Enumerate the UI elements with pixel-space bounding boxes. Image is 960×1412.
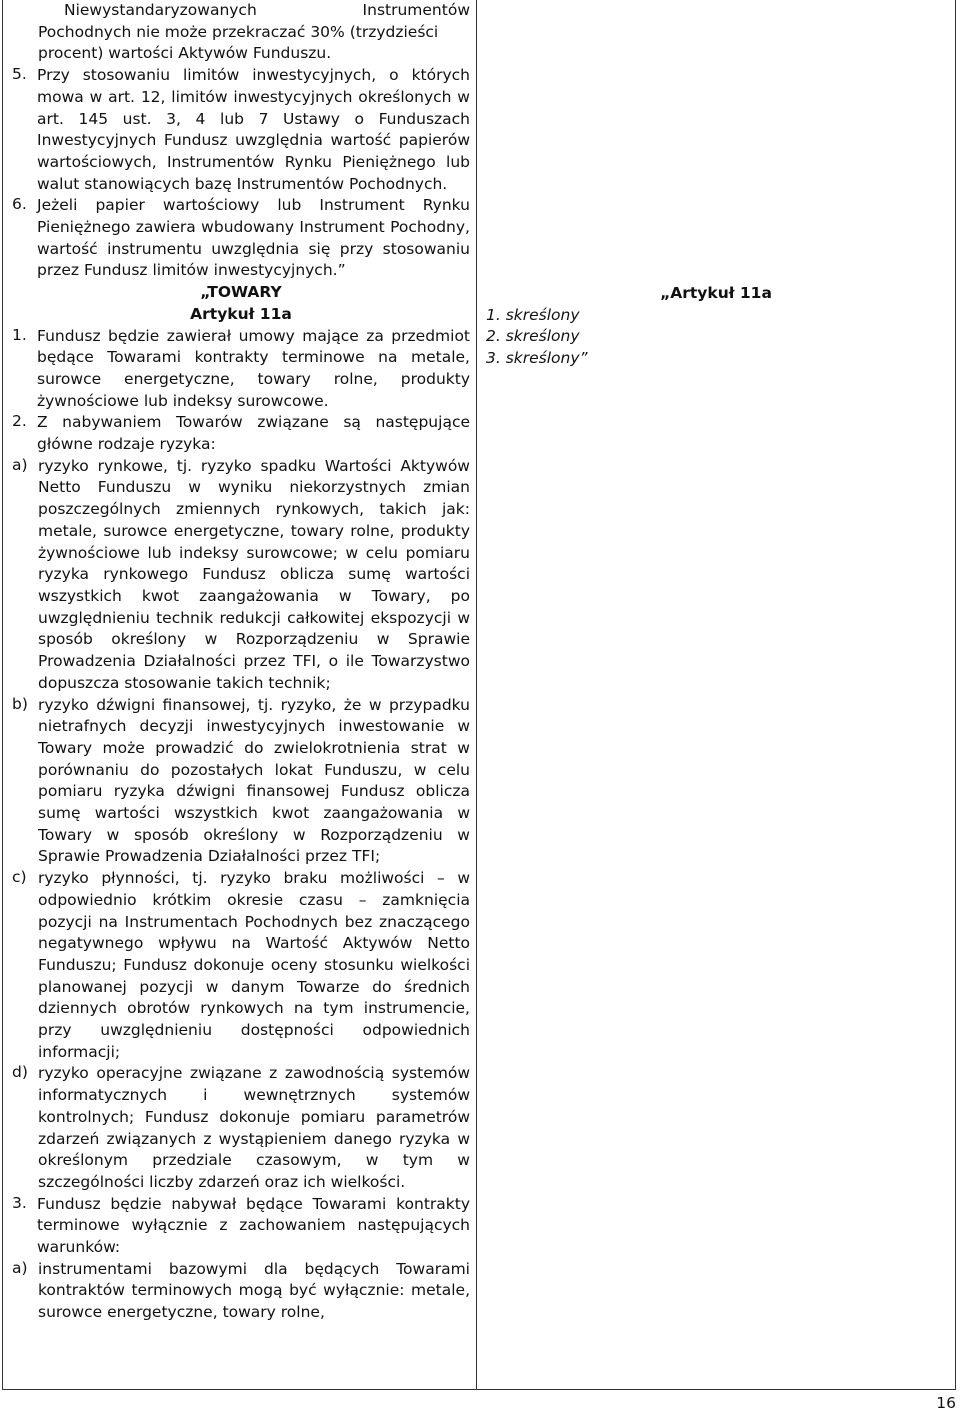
intro-paragraph xyxy=(12,0,470,65)
article-title: Artykuł 11a xyxy=(190,304,292,323)
risk-text: ryzyko dźwigni finansowej, tj. ryzyko, że w przypadku nietrafnych decyzji inwestycyjnych inwestowanie w Towary może prowadzić do zwielokrotnienia strat w porównaniu do pozostałych lokat Funduszu, w celu pomiaru ryzyka dźwigni finansowej Fundusz oblicza sumę wartości wszystkich kwot zaangażowania w Towary w sposób określony w Rozporządzeniu w Sprawie Prowadzenia Działalności przez TFI; xyxy=(38,695,470,866)
item-number: 3. xyxy=(12,1193,27,1212)
paragraph-3 xyxy=(12,1194,470,1259)
risk-letter: b) xyxy=(12,694,28,713)
paragraph-1 xyxy=(12,326,470,413)
right-column xyxy=(486,0,946,370)
item-number: 1. xyxy=(12,325,27,344)
right-article-title: „Artykuł 11a xyxy=(660,284,772,302)
risk-letter: d) xyxy=(12,1063,28,1082)
list-item-6 xyxy=(12,195,470,282)
item-number: 2. xyxy=(12,412,27,431)
risk-d xyxy=(12,1063,470,1193)
item-number: 5. xyxy=(12,65,27,84)
risk-b xyxy=(12,695,470,869)
right-spacer xyxy=(486,0,946,283)
risk-c xyxy=(12,868,470,1063)
right-list-item: 1. skreślony xyxy=(486,305,580,324)
list-item-5 xyxy=(12,65,470,195)
section-heading: „TOWARY xyxy=(200,283,282,302)
item-text: Przy stosowaniu limitów inwestycyjnych, o których mowa w art. 12, limitów inwestycyjnych określonych w art. 145 ust. 3, 4 lub 7 Ustawy o Funduszach Inwestycyjnych Fundusz uwzględnia wartość papierów wartościowych, Instrumentów Rynku Pieniężnego lub walut stanowiących bazę Instrumentów Pochodnych. xyxy=(37,66,470,193)
item-text: Fundusz będzie zawierał umowy mające za przedmiot będące Towarami kontrakty terminowe na metale, surowce energetyczne, towary rolne, produkty żywnościowe lub indeksy surowcowe. xyxy=(37,326,470,410)
left-column xyxy=(12,0,470,1324)
risk-a xyxy=(12,456,470,695)
column-divider xyxy=(476,0,477,1390)
intro-line: Pochodnych nie może przekraczać 30% (trzydzieści xyxy=(38,22,439,41)
item-text: Z nabywaniem Towarów związane są następujące główne rodzaje ryzyka: xyxy=(37,413,470,454)
paragraph-2 xyxy=(12,412,470,455)
condition-a xyxy=(12,1259,470,1324)
item-text: Jeżeli papier wartościowy lub Instrument Rynku Pieniężnego zawiera wbudowany Instrument Pochodny, wartość instrumentu uwzględnia się przy stosowaniu przez Fundusz limitów inwestycyjnych.” xyxy=(37,196,470,280)
item-number: 6. xyxy=(12,195,27,214)
intro-line: procent) wartości Aktywów Funduszu. xyxy=(38,44,332,63)
condition-letter: a) xyxy=(12,1258,28,1277)
intro-line: Niewystandaryzowanych Instrumentów xyxy=(64,1,470,19)
risk-text: ryzyko operacyjne związane z zawodnością systemów informatycznych i wewnętrznych systemów kontrolnych; Fundusz dokonuje pomiaru parametrów zdarzeń związanych z wystąpieniem danego ryzyka w określonym przedziale czasowym, w tym w szczególności liczby zdarzeń oraz ich wielkości. xyxy=(38,1064,470,1191)
condition-text: instrumentami bazowymi dla będących Towarami kontraktów terminowych mogą być wyłącznie: metale, surowce energetyczne, towary rolne, xyxy=(38,1259,470,1322)
item-text: Fundusz będzie nabywał będące Towarami kontrakty terminowe wyłącznie z zachowaniem następujących warunków: xyxy=(37,1194,470,1257)
page-number: 16 xyxy=(936,1394,956,1412)
risk-letter: a) xyxy=(12,455,28,474)
risk-text: ryzyko rynkowe, tj. ryzyko spadku Wartości Aktywów Netto Funduszu w wyniku niekorzystnych zmian poszczególnych zmiennych rynkowych, takich jak: metale, surowce energetyczne, towary rolne, produkty żywnościowe lub indeksy surowcowe; w celu pomiaru ryzyka rynkowego Fundusz oblicza sumę wartości wszystkich kwot zaangażowania w Towary, po uwzględnieniu technik redukcji całkowitej ekspozycji w sposób określony w Rozporządzeniu w Sprawie Prowadzenia Działalności przez TFI, o ile Towarzystwo dopuszcza stosowanie takich technik; xyxy=(38,456,470,692)
right-list-item: 2. skreślony xyxy=(486,327,580,346)
right-list-item: 3. skreślony” xyxy=(486,349,588,368)
risk-text: ryzyko płynności, tj. ryzyko braku możliwości – w odpowiednio krótkim okresie czasu – zamknięcia pozycji na Instrumentach Pochodnych bez znaczącego negatywnego wpływu na Wartość Aktywów Netto Funduszu; Fundusz dokonuje oceny stosunku wielkości planowanej pozycji w danym Towarze do średnich dziennych obrotów rynkowych na tym instrumencie, przy uwzględnieniu dostępności odpowiednich informacji; xyxy=(38,869,470,1061)
risk-letter: c) xyxy=(12,868,27,887)
